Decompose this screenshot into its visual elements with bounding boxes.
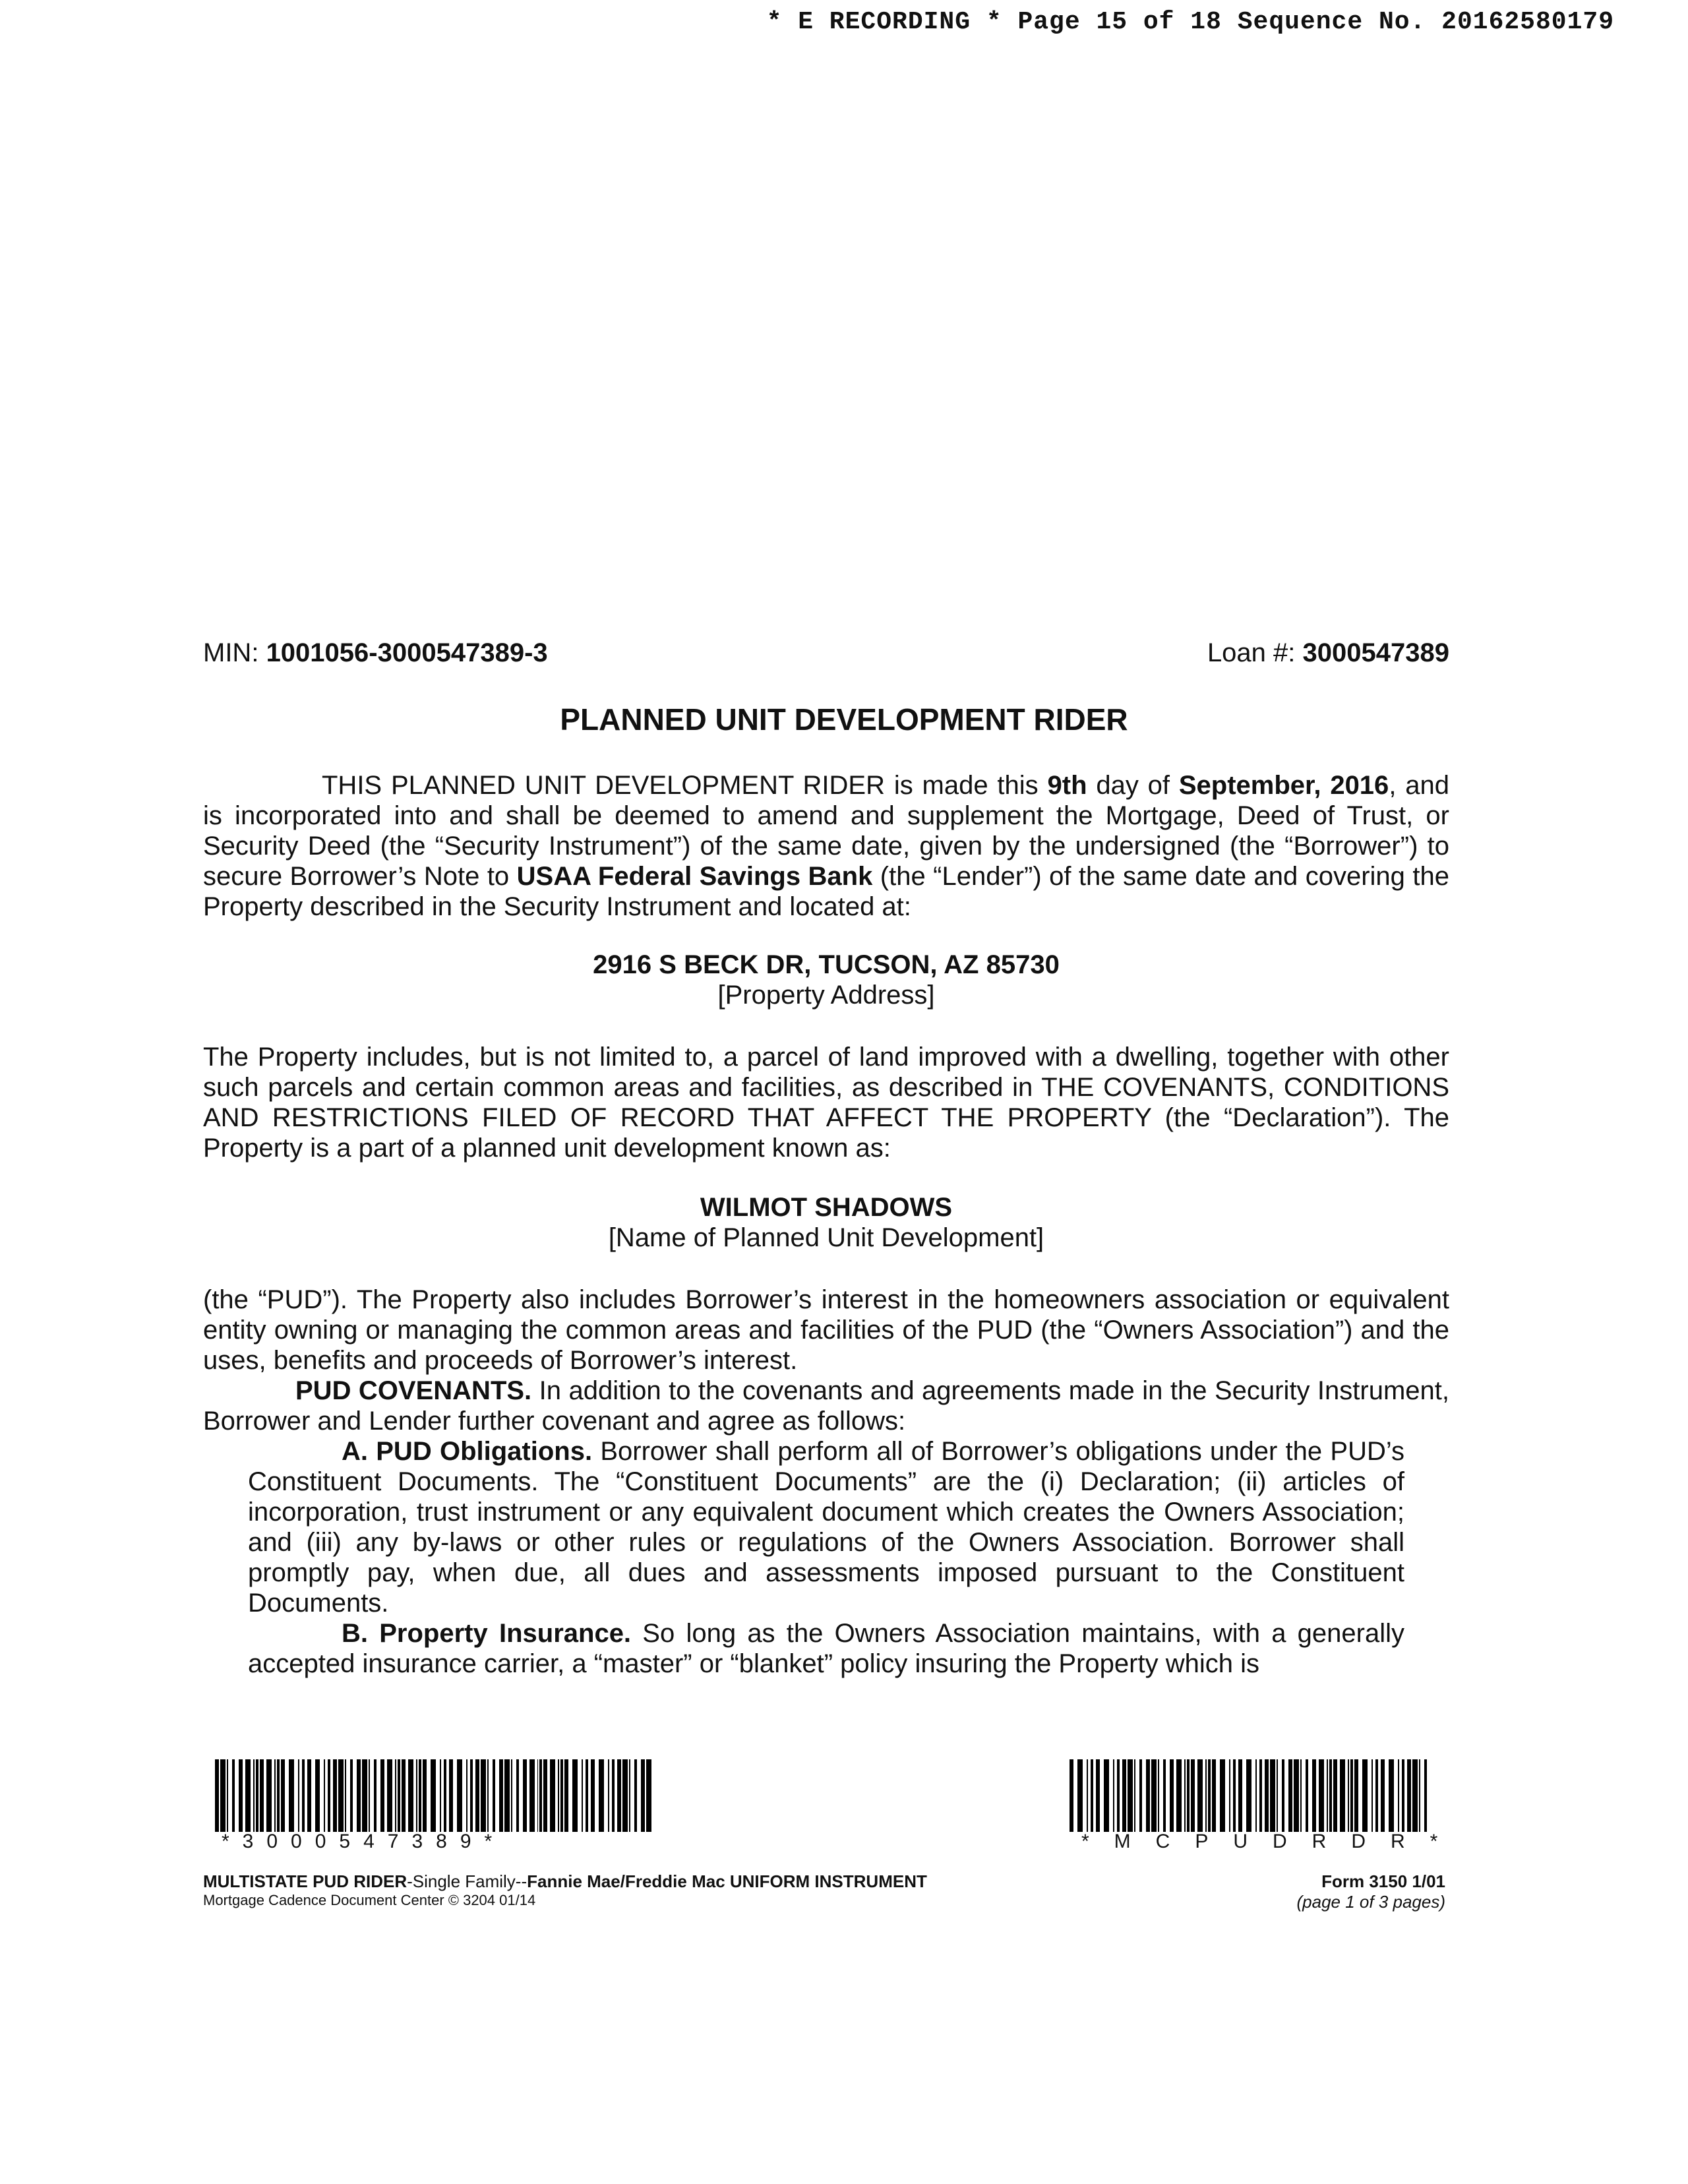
covenants-paragraph	[203, 1376, 1449, 1436]
intro-text-3: , and is incorporated into and shall be deemed to amend and supplement the Mortgage, Deed of Trust, or Security Deed (the “Security Instrument”) of the same date, given by the undersigned (the “Borrower”) to secure Borrower’s Note to	[203, 771, 1449, 891]
barcode-bar	[1128, 1759, 1133, 1832]
barcode-bar	[1350, 1759, 1353, 1832]
barcode-bar	[1205, 1759, 1207, 1832]
barcode-bar	[634, 1759, 637, 1832]
barcode-bar	[1402, 1759, 1404, 1832]
form-number: Form 3150 1/01	[1321, 1871, 1445, 1891]
barcode-bar	[387, 1759, 392, 1832]
barcode-bar	[1208, 1759, 1211, 1832]
barcode-bar	[499, 1759, 503, 1832]
footer-form-info	[203, 1871, 927, 1909]
barcode-bar	[1381, 1759, 1385, 1832]
property-address-caption: [Property Address]	[717, 981, 935, 1010]
barcode-bar	[419, 1759, 421, 1832]
page-info: (page 1 of 3 pages)	[1296, 1892, 1445, 1912]
barcode-bar	[298, 1759, 299, 1832]
barcode-bar	[646, 1759, 651, 1832]
barcode-bar	[333, 1759, 337, 1832]
section-a-heading: A. PUD Obligations.	[342, 1437, 593, 1466]
barcode-bar	[1319, 1759, 1324, 1832]
barcode-bar	[1282, 1759, 1284, 1832]
barcode-bar	[1389, 1759, 1394, 1832]
document-title: PLANNED UNIT DEVELOPMENT RIDER	[560, 702, 1128, 737]
barcode-bar	[302, 1759, 305, 1832]
barcode-bar	[1163, 1759, 1166, 1832]
intro-text-1: THIS PLANNED UNIT DEVELOPMENT RIDER is made this	[322, 771, 1048, 800]
form-title-plain: -Single Family--	[407, 1871, 528, 1891]
barcode-bar	[362, 1759, 367, 1832]
barcode-bar	[1340, 1759, 1345, 1832]
barcode-bar	[1419, 1759, 1420, 1832]
barcode-bar	[558, 1759, 559, 1832]
barcode-bar	[1265, 1759, 1269, 1832]
barcode-bar	[1362, 1759, 1368, 1832]
barcode-bar	[289, 1759, 294, 1832]
barcode-bar	[369, 1759, 370, 1832]
barcode-bar	[550, 1759, 555, 1832]
recording-stamp: * E RECORDING * Page 15 of 18 Sequence No. 20162580179	[766, 8, 1614, 36]
form-barcode-digits: *MCPUDRDR*	[1081, 1831, 1463, 1852]
barcode-bar	[1288, 1759, 1292, 1832]
barcode-bar	[1091, 1759, 1093, 1832]
pud-name: WILMOT SHADOWS	[700, 1193, 953, 1222]
barcode-bar	[416, 1759, 417, 1832]
barcode-bar	[444, 1759, 446, 1832]
barcode-bar	[1294, 1759, 1299, 1832]
barcode-bar	[1087, 1759, 1088, 1832]
intro-paragraph	[203, 770, 1449, 922]
intro-text-4: (the “Lender”) of the same date and covering the Property described in the Security Instrument and located at:	[203, 862, 1449, 921]
intro-text-2: day of	[1087, 771, 1179, 800]
barcode-bar	[398, 1759, 400, 1832]
barcode-bar	[1306, 1759, 1308, 1832]
barcode-bar	[423, 1759, 427, 1832]
barcode-bar	[256, 1759, 258, 1832]
covenants-heading: PUD COVENANTS.	[295, 1376, 532, 1405]
barcode-bar	[1259, 1759, 1262, 1832]
barcode-bar	[1329, 1759, 1332, 1832]
barcode-bar	[617, 1759, 621, 1832]
barcode-bar	[511, 1759, 512, 1832]
loan-number	[1207, 638, 1449, 668]
barcode-bar	[1191, 1759, 1195, 1832]
barcode-bar	[1113, 1759, 1114, 1832]
barcode-bar	[1407, 1759, 1411, 1832]
barcode-bar	[1424, 1759, 1427, 1832]
doc-center: Mortgage Cadence Document Center © 3204 01/14	[203, 1892, 536, 1908]
min-label: MIN:	[203, 638, 259, 667]
property-paragraph: The Property includes, but is not limited to, a parcel of land improved with a dwelling, together with other such parcels and certain common areas and facilities, as described in THE COVENANTS, CONDITIONS AND RESTRICTIONS FILED OF RECORD THAT AFFECT THE PROPERTY (the “Declaration”). The Property is a part of a planned unit development known as:	[203, 1043, 1449, 1163]
intro-paragraph-block	[203, 770, 1449, 922]
barcode-bar	[215, 1759, 219, 1832]
form-title-bold-1: MULTISTATE PUD RIDER	[203, 1871, 407, 1891]
barcode-bar	[1233, 1759, 1236, 1832]
barcode-bar	[1348, 1759, 1349, 1832]
barcode-bar	[466, 1759, 467, 1832]
barcode-bar	[1333, 1759, 1337, 1832]
barcode-bar	[470, 1759, 473, 1832]
barcode-bar	[1412, 1759, 1418, 1832]
barcode-bar	[487, 1759, 489, 1832]
barcode-bar	[481, 1759, 486, 1832]
barcode-bar	[1277, 1759, 1278, 1832]
barcode-bar	[560, 1759, 563, 1832]
section-b	[248, 1618, 1404, 1679]
pud-name-block	[203, 1192, 1449, 1253]
barcode-bar	[449, 1759, 453, 1832]
barcode-bar	[1104, 1759, 1109, 1832]
loan-barcode	[215, 1759, 653, 1832]
barcode-bar	[357, 1759, 361, 1832]
barcode-bar	[402, 1759, 406, 1832]
loan-barcode-digits: *3000547389*	[222, 1831, 506, 1852]
barcode-bar	[1197, 1759, 1203, 1832]
barcode-bar	[641, 1759, 645, 1832]
property-address: 2916 S BECK DR, TUCSON, AZ 85730	[593, 950, 1060, 979]
barcode-bar	[586, 1759, 588, 1832]
barcode-bar	[493, 1759, 495, 1832]
property-paragraph-block	[203, 1042, 1449, 1163]
barcode-bar	[516, 1759, 519, 1832]
covenants-text: In addition to the covenants and agreements made in the Security Instrument, Borrower and Lender further covenant and agree as follows:	[203, 1376, 1450, 1436]
barcode-bar	[529, 1759, 535, 1832]
barcode-bar	[523, 1759, 527, 1832]
barcode-bar	[1170, 1759, 1174, 1832]
barcode-bar	[307, 1759, 311, 1832]
barcode-bar	[1375, 1759, 1378, 1832]
barcode-bar	[475, 1759, 479, 1832]
barcode-bar	[1096, 1759, 1100, 1832]
barcode-bar	[1158, 1759, 1159, 1832]
barcode-bar	[220, 1759, 226, 1832]
section-b-text: So long as the Owners Association maintains, with a generally accepted insurance carrier, a “master” or “blanket” policy insuring the Property which is	[248, 1619, 1404, 1678]
barcode-bar	[1134, 1759, 1135, 1832]
barcode-bar	[328, 1759, 330, 1832]
barcode-bar	[1300, 1759, 1302, 1832]
barcode-bar	[374, 1759, 377, 1832]
barcode-bar	[1187, 1759, 1190, 1832]
barcode-bar	[440, 1759, 441, 1832]
barcode-bar	[591, 1759, 595, 1832]
barcode-bar	[227, 1759, 228, 1832]
barcode-bar	[1270, 1759, 1275, 1832]
barcode-bar	[245, 1759, 251, 1832]
barcode-bar	[504, 1759, 510, 1832]
pud-paragraph: (the “PUD”). The Property also includes Borrower’s interest in the homeowners association or equivalent entity owning or managing the common areas and facilities of the PUD (the “Owners Association”) and the uses, benefits and proceeds of Borrower’s interest.	[203, 1285, 1449, 1375]
barcode-bar	[350, 1759, 353, 1832]
barcode-bar	[539, 1759, 542, 1832]
barcode-bar	[253, 1759, 255, 1832]
barcode-bar	[1229, 1759, 1230, 1832]
barcode-bar	[1077, 1759, 1083, 1832]
barcode-bar	[281, 1759, 285, 1832]
barcode-bar	[564, 1759, 568, 1832]
barcode-bar	[1398, 1759, 1399, 1832]
barcode-bar	[315, 1759, 320, 1832]
property-address-block	[203, 950, 1449, 1010]
barcode-bar	[232, 1759, 235, 1832]
barcode-bar	[274, 1759, 276, 1832]
barcode-bar	[1184, 1759, 1186, 1832]
barcode-bar	[608, 1759, 609, 1832]
barcode-bar	[1122, 1759, 1126, 1832]
loan-label: Loan #:	[1207, 638, 1296, 667]
barcode-bar	[1312, 1759, 1316, 1832]
barcode-bar	[1139, 1759, 1142, 1832]
barcode-bar	[599, 1759, 604, 1832]
rider-day: 9th	[1047, 771, 1087, 800]
barcode-bar	[1070, 1759, 1073, 1832]
barcode-bar	[338, 1759, 344, 1832]
barcode-bar	[622, 1759, 628, 1832]
barcode-bar	[239, 1759, 243, 1832]
barcode-bar	[1255, 1759, 1257, 1832]
barcode-bar	[1238, 1759, 1242, 1832]
rider-date: September, 2016	[1178, 771, 1389, 800]
barcode-bar	[612, 1759, 615, 1832]
barcode-bar	[345, 1759, 346, 1832]
barcode-bar	[408, 1759, 413, 1832]
barcode-bar	[1146, 1759, 1150, 1832]
section-a	[248, 1436, 1404, 1618]
footer-page-info	[1297, 1871, 1446, 1912]
barcode-bar	[1151, 1759, 1157, 1832]
loan-value: 3000547389	[1302, 638, 1449, 667]
pud-covenants-block	[203, 1285, 1449, 1679]
barcode-bar	[1327, 1759, 1328, 1832]
barcode-bar	[260, 1759, 264, 1832]
barcode-bar	[537, 1759, 539, 1832]
form-title-bold-2: Fannie Mae/Freddie Mac UNIFORM INSTRUMENT	[527, 1871, 927, 1891]
barcode-bar	[1220, 1759, 1225, 1832]
loan-identifiers	[203, 638, 1449, 668]
barcode-bar	[1246, 1759, 1251, 1832]
barcode-bar	[543, 1759, 547, 1832]
pud-name-caption: [Name of Planned Unit Development]	[608, 1223, 1044, 1252]
min-value: 1001056-3000547389-3	[266, 638, 548, 667]
barcode-bar	[629, 1759, 630, 1832]
barcode-bar	[380, 1759, 384, 1832]
barcode-bar	[1117, 1759, 1120, 1832]
barcode-bar	[1212, 1759, 1216, 1832]
lender-name: USAA Federal Savings Bank	[516, 862, 873, 891]
barcode-bar	[582, 1759, 583, 1832]
barcode-bar	[395, 1759, 396, 1832]
barcode-bar	[431, 1759, 436, 1832]
barcode-bar	[277, 1759, 280, 1832]
barcode-bar	[324, 1759, 325, 1832]
section-b-heading: B. Property Insurance.	[342, 1619, 632, 1648]
barcode-bar	[1372, 1759, 1373, 1832]
barcode-bar	[266, 1759, 272, 1832]
barcode-bar	[572, 1759, 578, 1832]
barcode-bar	[457, 1759, 462, 1832]
barcode-bar	[1354, 1759, 1358, 1832]
form-barcode	[1070, 1759, 1433, 1832]
section-a-text: Borrower shall perform all of Borrower’s obligations under the PUD’s Constituent Documents. The “Constituent Documents” are the (i) Declaration; (ii) articles of incorporation, trust instrument or any equivalent document which creates the Owners Association; and (iii) any by-laws or other rules or regulations of the Owners Association. Borrower shall promptly pay, when due, all dues and assessments imposed pursuant to the Constituent Documents.	[248, 1437, 1405, 1618]
barcode-bar	[1176, 1759, 1182, 1832]
